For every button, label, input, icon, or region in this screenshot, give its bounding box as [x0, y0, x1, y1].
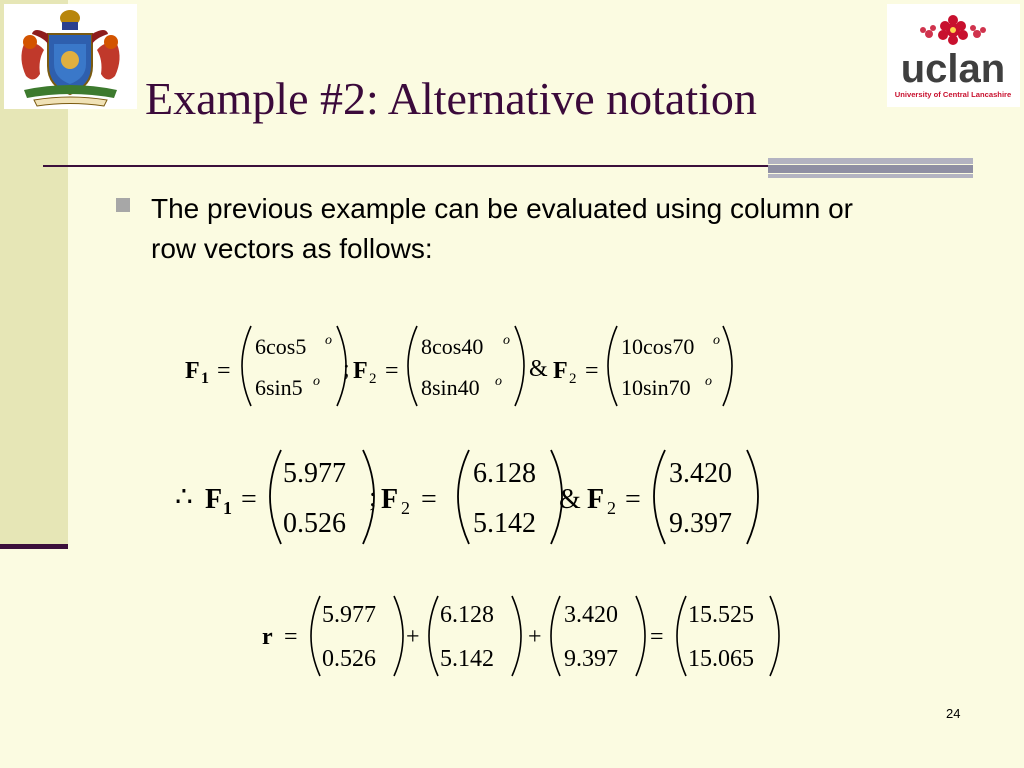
f2-value-y: 5.142 — [473, 508, 536, 539]
degree-mark: o — [503, 333, 510, 348]
f1-bottom-entry: 6sin5 — [255, 375, 303, 400]
f2-value-x: 6.128 — [473, 458, 536, 489]
equals-sign: = — [241, 484, 257, 515]
f3-bottom-entry: 10sin70 — [621, 375, 691, 400]
f3-value-x: 3.420 — [669, 458, 732, 489]
f3-value-y: 9.397 — [669, 508, 732, 539]
vector-f3-label: F — [553, 358, 568, 384]
equals-sign: = — [217, 358, 231, 384]
plus-sign: + — [528, 624, 542, 650]
university-crest — [4, 4, 137, 109]
bullet-square-icon — [116, 198, 130, 212]
a-value-y: 0.526 — [322, 646, 376, 672]
coat-of-arms-icon — [4, 4, 137, 109]
f1-value-x: 5.977 — [283, 458, 346, 489]
vector-f2-subscript: 2 — [369, 371, 377, 387]
degree-mark: o — [313, 374, 320, 389]
vector-f1-subscript: 1 — [201, 370, 209, 387]
f1-top-entry: 6cos5 — [255, 334, 307, 359]
equals-sign: = — [585, 358, 599, 384]
equals-sign: = — [650, 624, 664, 650]
f3-top-entry: 10cos70 — [621, 334, 695, 359]
uclan-tagline: University of Central Lancashire — [894, 90, 1012, 99]
degree-mark: o — [713, 333, 720, 348]
bullet-text: The previous example can be evaluated using column or row vectors as follows: — [151, 193, 853, 264]
plus-sign: + — [406, 624, 420, 650]
uclan-logo — [887, 4, 1020, 107]
ampersand: & — [559, 484, 581, 515]
result-value-x: 15.525 — [688, 602, 754, 628]
vector-f3-subscript: 2 — [607, 498, 616, 518]
equation-symbolic — [185, 322, 745, 417]
uclan-rose-icon — [887, 4, 1020, 107]
equals-sign: = — [625, 484, 641, 515]
equals-sign: = — [385, 358, 399, 384]
b-value-y: 5.142 — [440, 646, 494, 672]
resultant-label: r — [262, 624, 273, 650]
vector-f2-subscript: 2 — [401, 498, 410, 518]
left-band-underline — [0, 544, 68, 549]
equation-resultant — [262, 592, 786, 687]
a-value-x: 5.977 — [322, 602, 376, 628]
vector-f2-label: F — [353, 358, 368, 384]
title-underline-accent — [768, 158, 973, 180]
equals-sign: = — [421, 484, 437, 515]
vector-f3-subscript: 2 — [569, 371, 577, 387]
result-value-y: 15.065 — [688, 646, 754, 672]
f2-bottom-entry: 8sin40 — [421, 375, 480, 400]
degree-mark: o — [705, 374, 712, 389]
vector-f1-label: F — [185, 358, 200, 384]
ampersand: & — [529, 356, 548, 382]
slide-title: Example #2: Alternative notation — [145, 73, 757, 124]
title-underline — [43, 165, 768, 167]
degree-mark: o — [495, 374, 502, 389]
page-number: 24 — [946, 706, 961, 721]
equation-numeric — [175, 446, 765, 555]
separator-semicolon: ; — [343, 356, 350, 382]
c-value-y: 9.397 — [564, 646, 618, 672]
vector-f1-label: F — [205, 484, 223, 515]
vector-f2-label: F — [381, 484, 399, 515]
c-value-x: 3.420 — [564, 602, 618, 628]
uclan-wordmark: uclan — [900, 47, 1006, 91]
vector-f1-subscript: 1 — [223, 498, 232, 518]
separator-semicolon: ; — [369, 482, 377, 513]
f2-top-entry: 8cos40 — [421, 334, 484, 359]
vector-f3-label: F — [587, 484, 605, 515]
therefore-symbol: ∴ — [175, 482, 193, 513]
f1-value-y: 0.526 — [283, 508, 346, 539]
b-value-x: 6.128 — [440, 602, 494, 628]
degree-mark: o — [325, 333, 332, 348]
equals-sign: = — [284, 624, 298, 650]
